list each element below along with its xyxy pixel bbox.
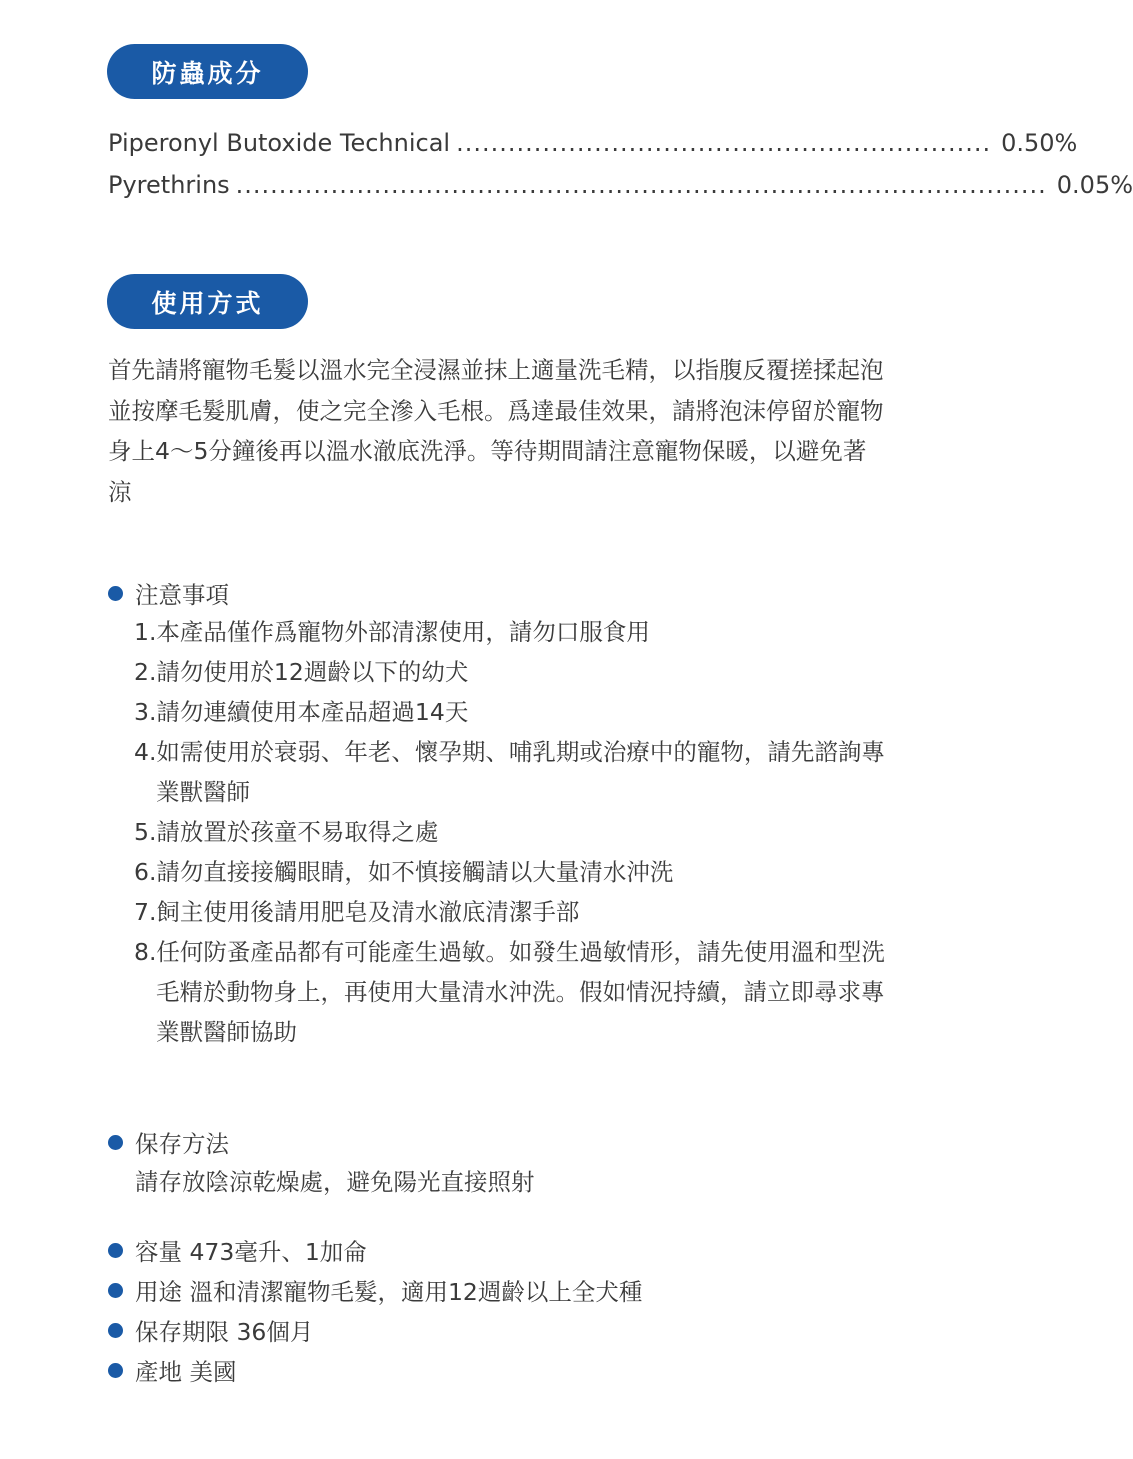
spec-capacity bbox=[108, 1230, 367, 1270]
usage-heading: 使用方式 bbox=[107, 274, 308, 329]
ingredient-name: Pyrethrins bbox=[108, 171, 230, 199]
spec-purpose bbox=[108, 1270, 642, 1310]
storage-heading bbox=[108, 1122, 229, 1162]
bullet-dot-icon bbox=[108, 1363, 123, 1378]
precaution-item: 4.如需使用於衰弱、年老、懷孕期、哺乳期或治療中的寵物，請先諮詢專業獸醫師 bbox=[134, 738, 885, 806]
spec-capacity-text: 容量 473毫升、1加侖 bbox=[135, 1238, 367, 1266]
precautions-heading bbox=[108, 573, 229, 613]
ingredient-value: 0.50% bbox=[1001, 129, 1078, 157]
bullet-dot-icon bbox=[108, 1323, 123, 1338]
precautions-title: 注意事項 bbox=[135, 581, 229, 609]
precautions-list bbox=[134, 612, 894, 1052]
ingredients-list bbox=[108, 122, 1133, 206]
spec-purpose-text: 用途 溫和清潔寵物毛髮，適用12週齡以上全犬種 bbox=[135, 1278, 643, 1306]
precaution-item: 1.本產品僅作爲寵物外部清潔使用，請勿口服食用 bbox=[134, 618, 650, 646]
precaution-item: 7.飼主使用後請用肥皂及清水澈底清潔手部 bbox=[134, 898, 580, 926]
ingredient-row bbox=[108, 122, 1078, 164]
bullet-dot-icon bbox=[108, 1283, 123, 1298]
ingredient-row bbox=[108, 164, 1133, 206]
storage-text: 請存放陰涼乾燥處，避免陽光直接照射 bbox=[135, 1168, 535, 1196]
precaution-item: 6.請勿直接接觸眼睛，如不慎接觸請以大量清水沖洗 bbox=[134, 858, 674, 886]
spec-origin bbox=[108, 1350, 236, 1390]
spec-origin-text: 產地 美國 bbox=[135, 1358, 237, 1386]
dot-leader: .............................................................. bbox=[456, 129, 992, 157]
ingredient-name: Piperonyl Butoxide Technical bbox=[108, 129, 451, 157]
precaution-item: 3.請勿連續使用本產品超過14天 bbox=[134, 698, 469, 726]
precaution-item: 2.請勿使用於12週齡以下的幼犬 bbox=[134, 658, 469, 686]
precaution-item: 8.任何防蚤產品都有可能產生過敏。如發生過敏情形，請先使用溫和型洗毛精於動物身上，再使用大量清水沖洗。假如情況持續，請立即尋求專業獸醫師協助 bbox=[134, 938, 885, 1046]
precaution-item: 5.請放置於孩童不易取得之處 bbox=[134, 818, 439, 846]
bullet-dot-icon bbox=[108, 1135, 123, 1150]
storage-title: 保存方法 bbox=[135, 1130, 229, 1158]
bullet-dot-icon bbox=[108, 1243, 123, 1258]
spec-shelf-life bbox=[108, 1310, 313, 1350]
spec-shelf-life-text: 保存期限 36個月 bbox=[135, 1318, 314, 1346]
dot-leader: .............................................................................................. bbox=[235, 171, 1047, 199]
ingredient-value: 0.05% bbox=[1056, 171, 1133, 199]
ingredients-heading: 防蟲成分 bbox=[107, 44, 308, 99]
bullet-dot-icon bbox=[108, 586, 123, 601]
usage-text: 首先請將寵物毛髮以溫水完全浸濕並抹上適量洗毛精，以指腹反覆搓揉起泡並按摩毛髮肌膚，使之完全滲入毛根。爲達最佳效果，請將泡沫停留於寵物身上4～5分鐘後再以溫水澈底洗淨。等待期間請注意寵物保暖，以避免著涼 bbox=[108, 356, 884, 506]
